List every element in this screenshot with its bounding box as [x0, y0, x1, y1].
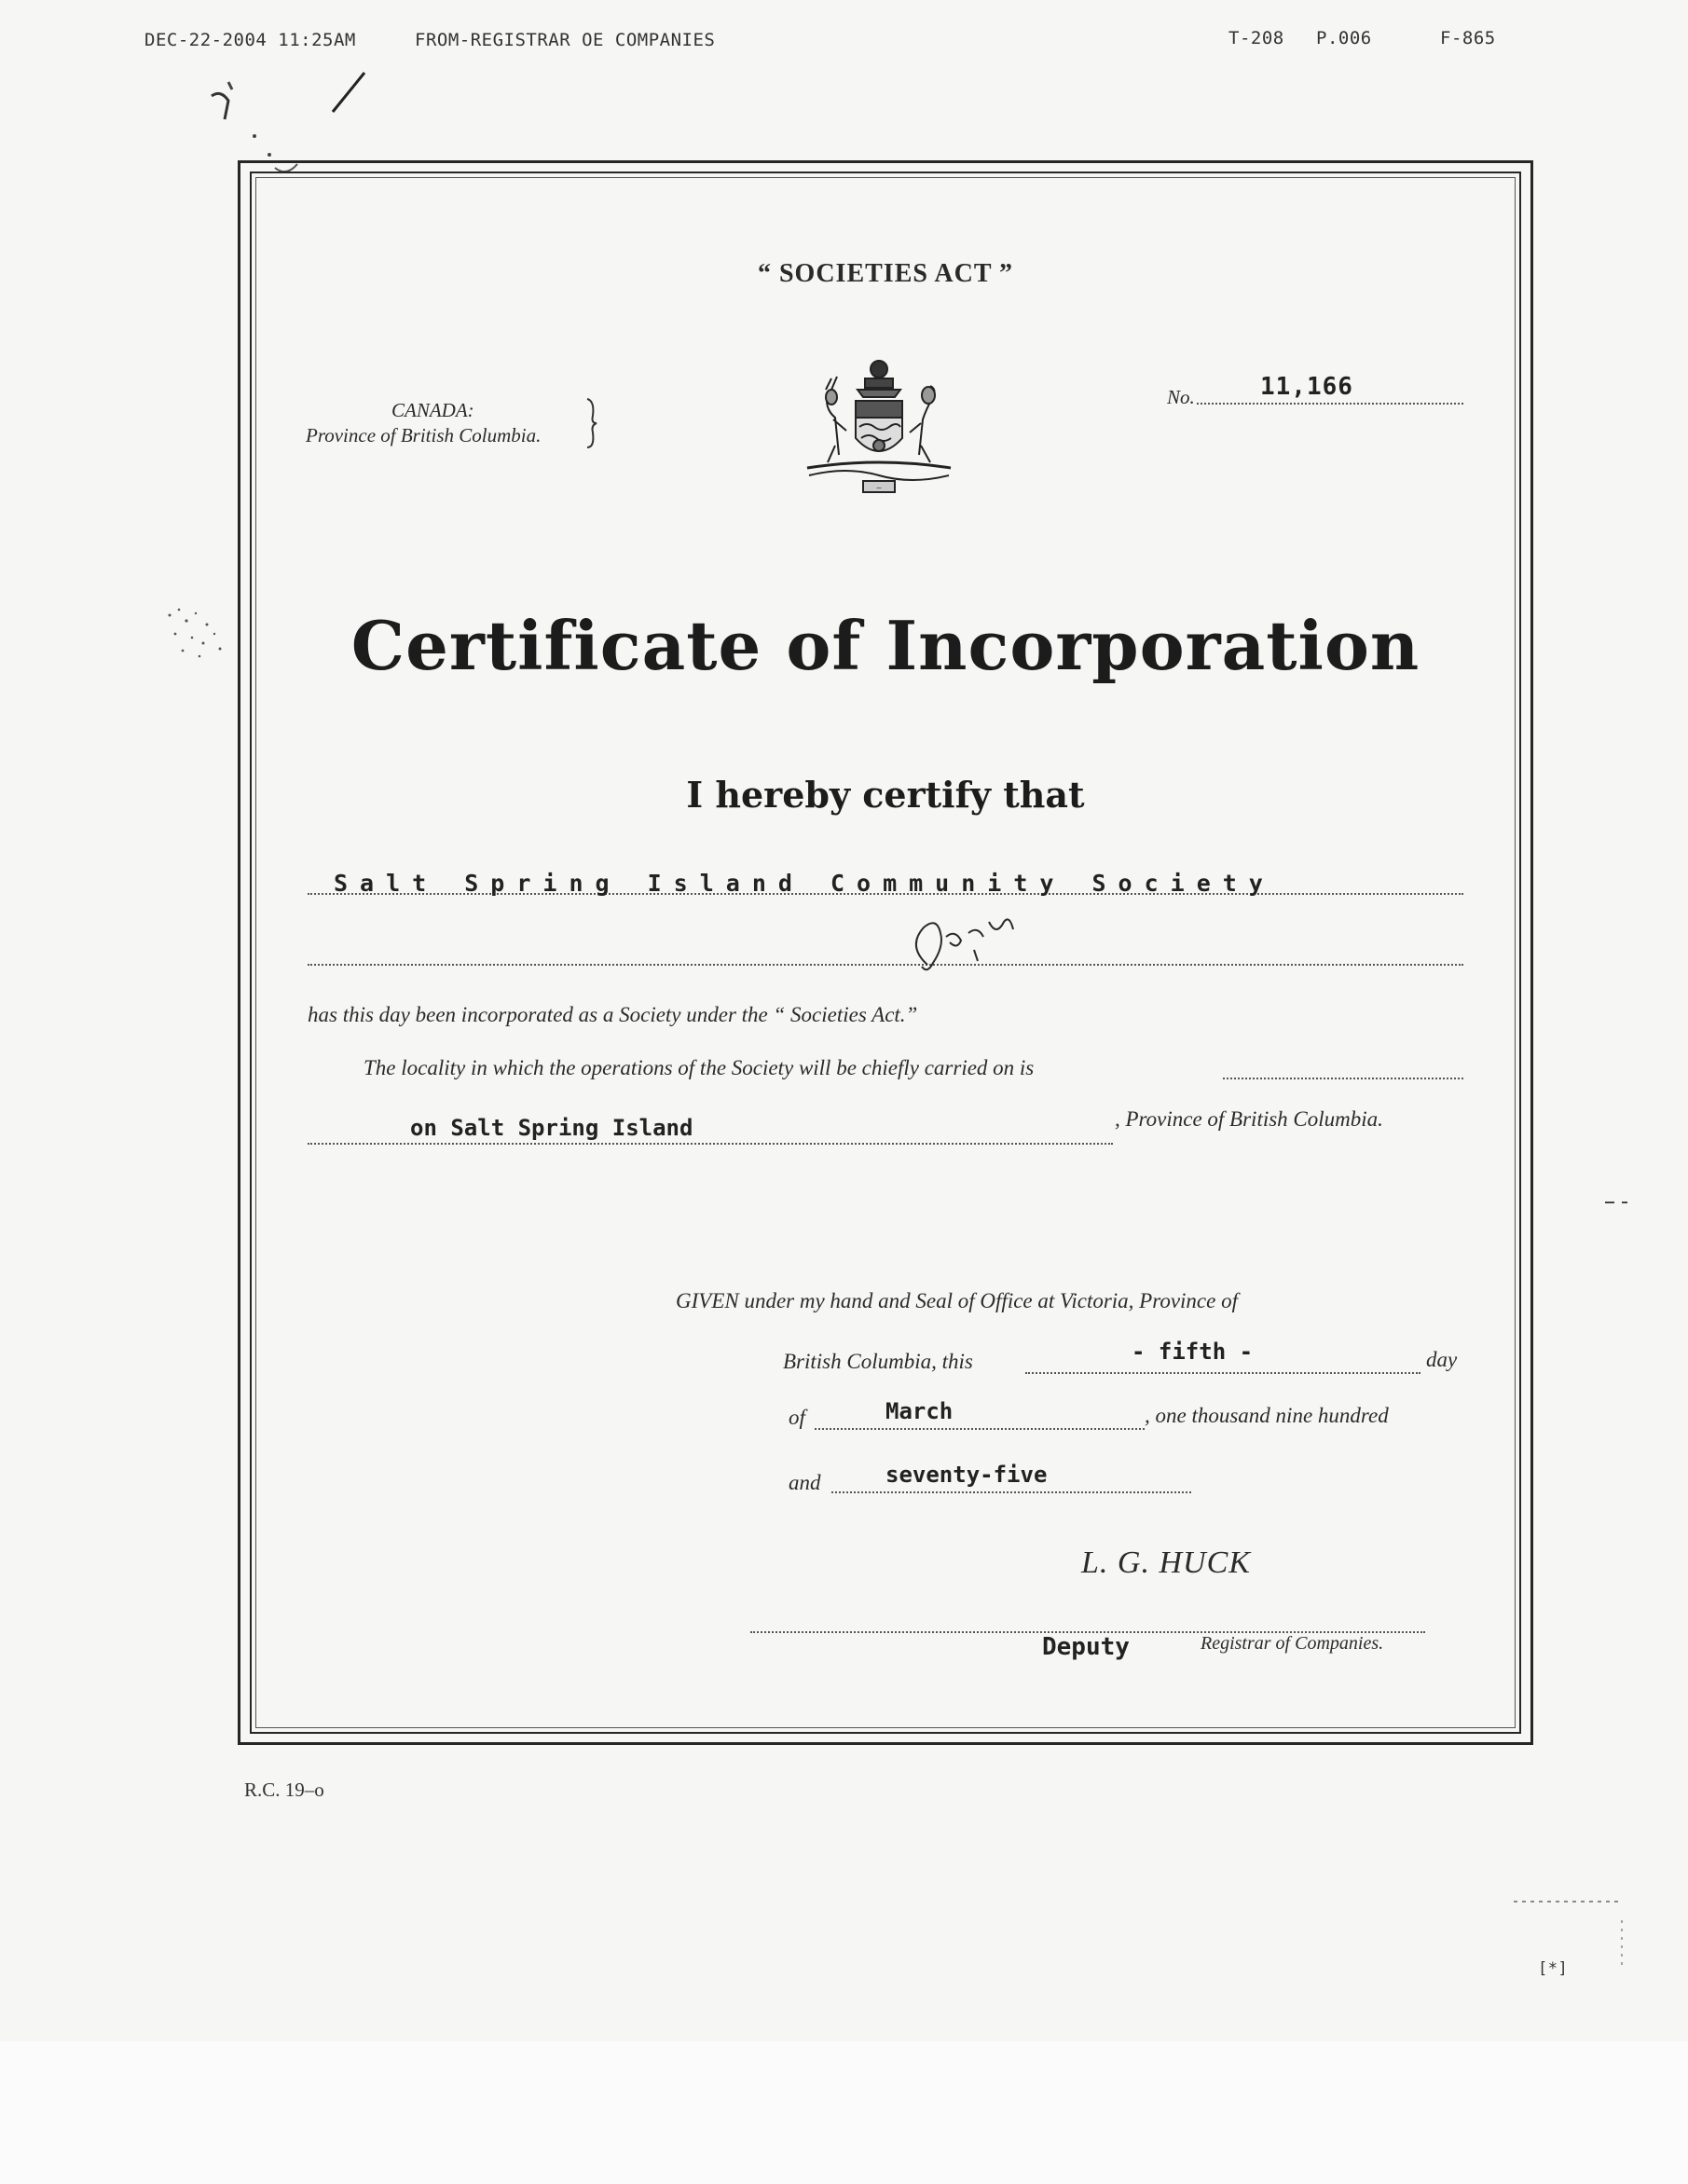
number-label: No. — [1167, 386, 1195, 408]
given-statement: GIVEN under my hand and Seal of Office at Victoria, Province of — [676, 1289, 1238, 1312]
day-value: - fifth - — [1132, 1339, 1254, 1365]
year-value: seventy-five — [885, 1462, 1048, 1488]
right-margin-marks-icon — [1491, 1184, 1678, 1967]
certify-phrase: I hereby certify that — [686, 774, 1085, 816]
incorporation-statement: has this day been incorporated as a Society under the “ Societies Act.” — [308, 1003, 918, 1026]
locality-statement: The locality in which the operations of the Society will be chiefly carried on is — [364, 1056, 1035, 1079]
blank-name-line — [308, 947, 1463, 966]
fax-f-code: F-865 — [1440, 28, 1496, 48]
jurisdiction-province: Province of British Columbia. — [306, 424, 542, 446]
svg-text:~: ~ — [875, 484, 883, 492]
month-dotted-line — [815, 1411, 1145, 1430]
and-label: and — [789, 1471, 821, 1494]
signatory-name: L. G. HUCK — [1081, 1545, 1251, 1580]
coat-of-arms-icon — [790, 352, 968, 500]
thousand-label: , one thousand nine hundred — [1145, 1404, 1389, 1427]
deputy-label: Deputy — [1042, 1633, 1130, 1661]
society-name: Salt Spring Island Community Society — [334, 870, 1275, 897]
fax-t-code: T-208 — [1228, 28, 1284, 48]
locality-value: on Salt Spring Island — [410, 1115, 693, 1141]
jurisdiction-country: CANADA: — [391, 399, 474, 421]
certificate-title: Certificate of Incorporation — [350, 606, 1420, 685]
of-label: of — [789, 1406, 805, 1429]
month-value: March — [885, 1398, 954, 1424]
locality-province: , Province of British Columbia. — [1115, 1107, 1383, 1131]
fax-page: P.006 — [1316, 28, 1372, 48]
day-label: day — [1426, 1348, 1458, 1371]
number-value: 11,166 — [1260, 373, 1353, 401]
initials-signature-icon — [899, 909, 1058, 982]
form-code: R.C. 19–o — [244, 1779, 324, 1801]
signature-dotted-line — [750, 1618, 1425, 1633]
fax-date-time: DEC-22-2004 11:25AM — [144, 30, 356, 50]
footer-mark: [*] — [1538, 1959, 1569, 1978]
jurisdiction-brace-icon — [585, 397, 598, 449]
locality-dotted-line — [1223, 1061, 1463, 1079]
bc-this-label: British Columbia, this — [783, 1350, 973, 1373]
fax-from: FROM-REGISTRAR OE COMPANIES — [415, 30, 716, 50]
act-heading: “ SOCIETIES ACT ” — [757, 259, 1014, 288]
registrar-label: Registrar of Companies. — [1201, 1633, 1384, 1654]
page-bottom-band — [0, 2041, 1688, 2184]
